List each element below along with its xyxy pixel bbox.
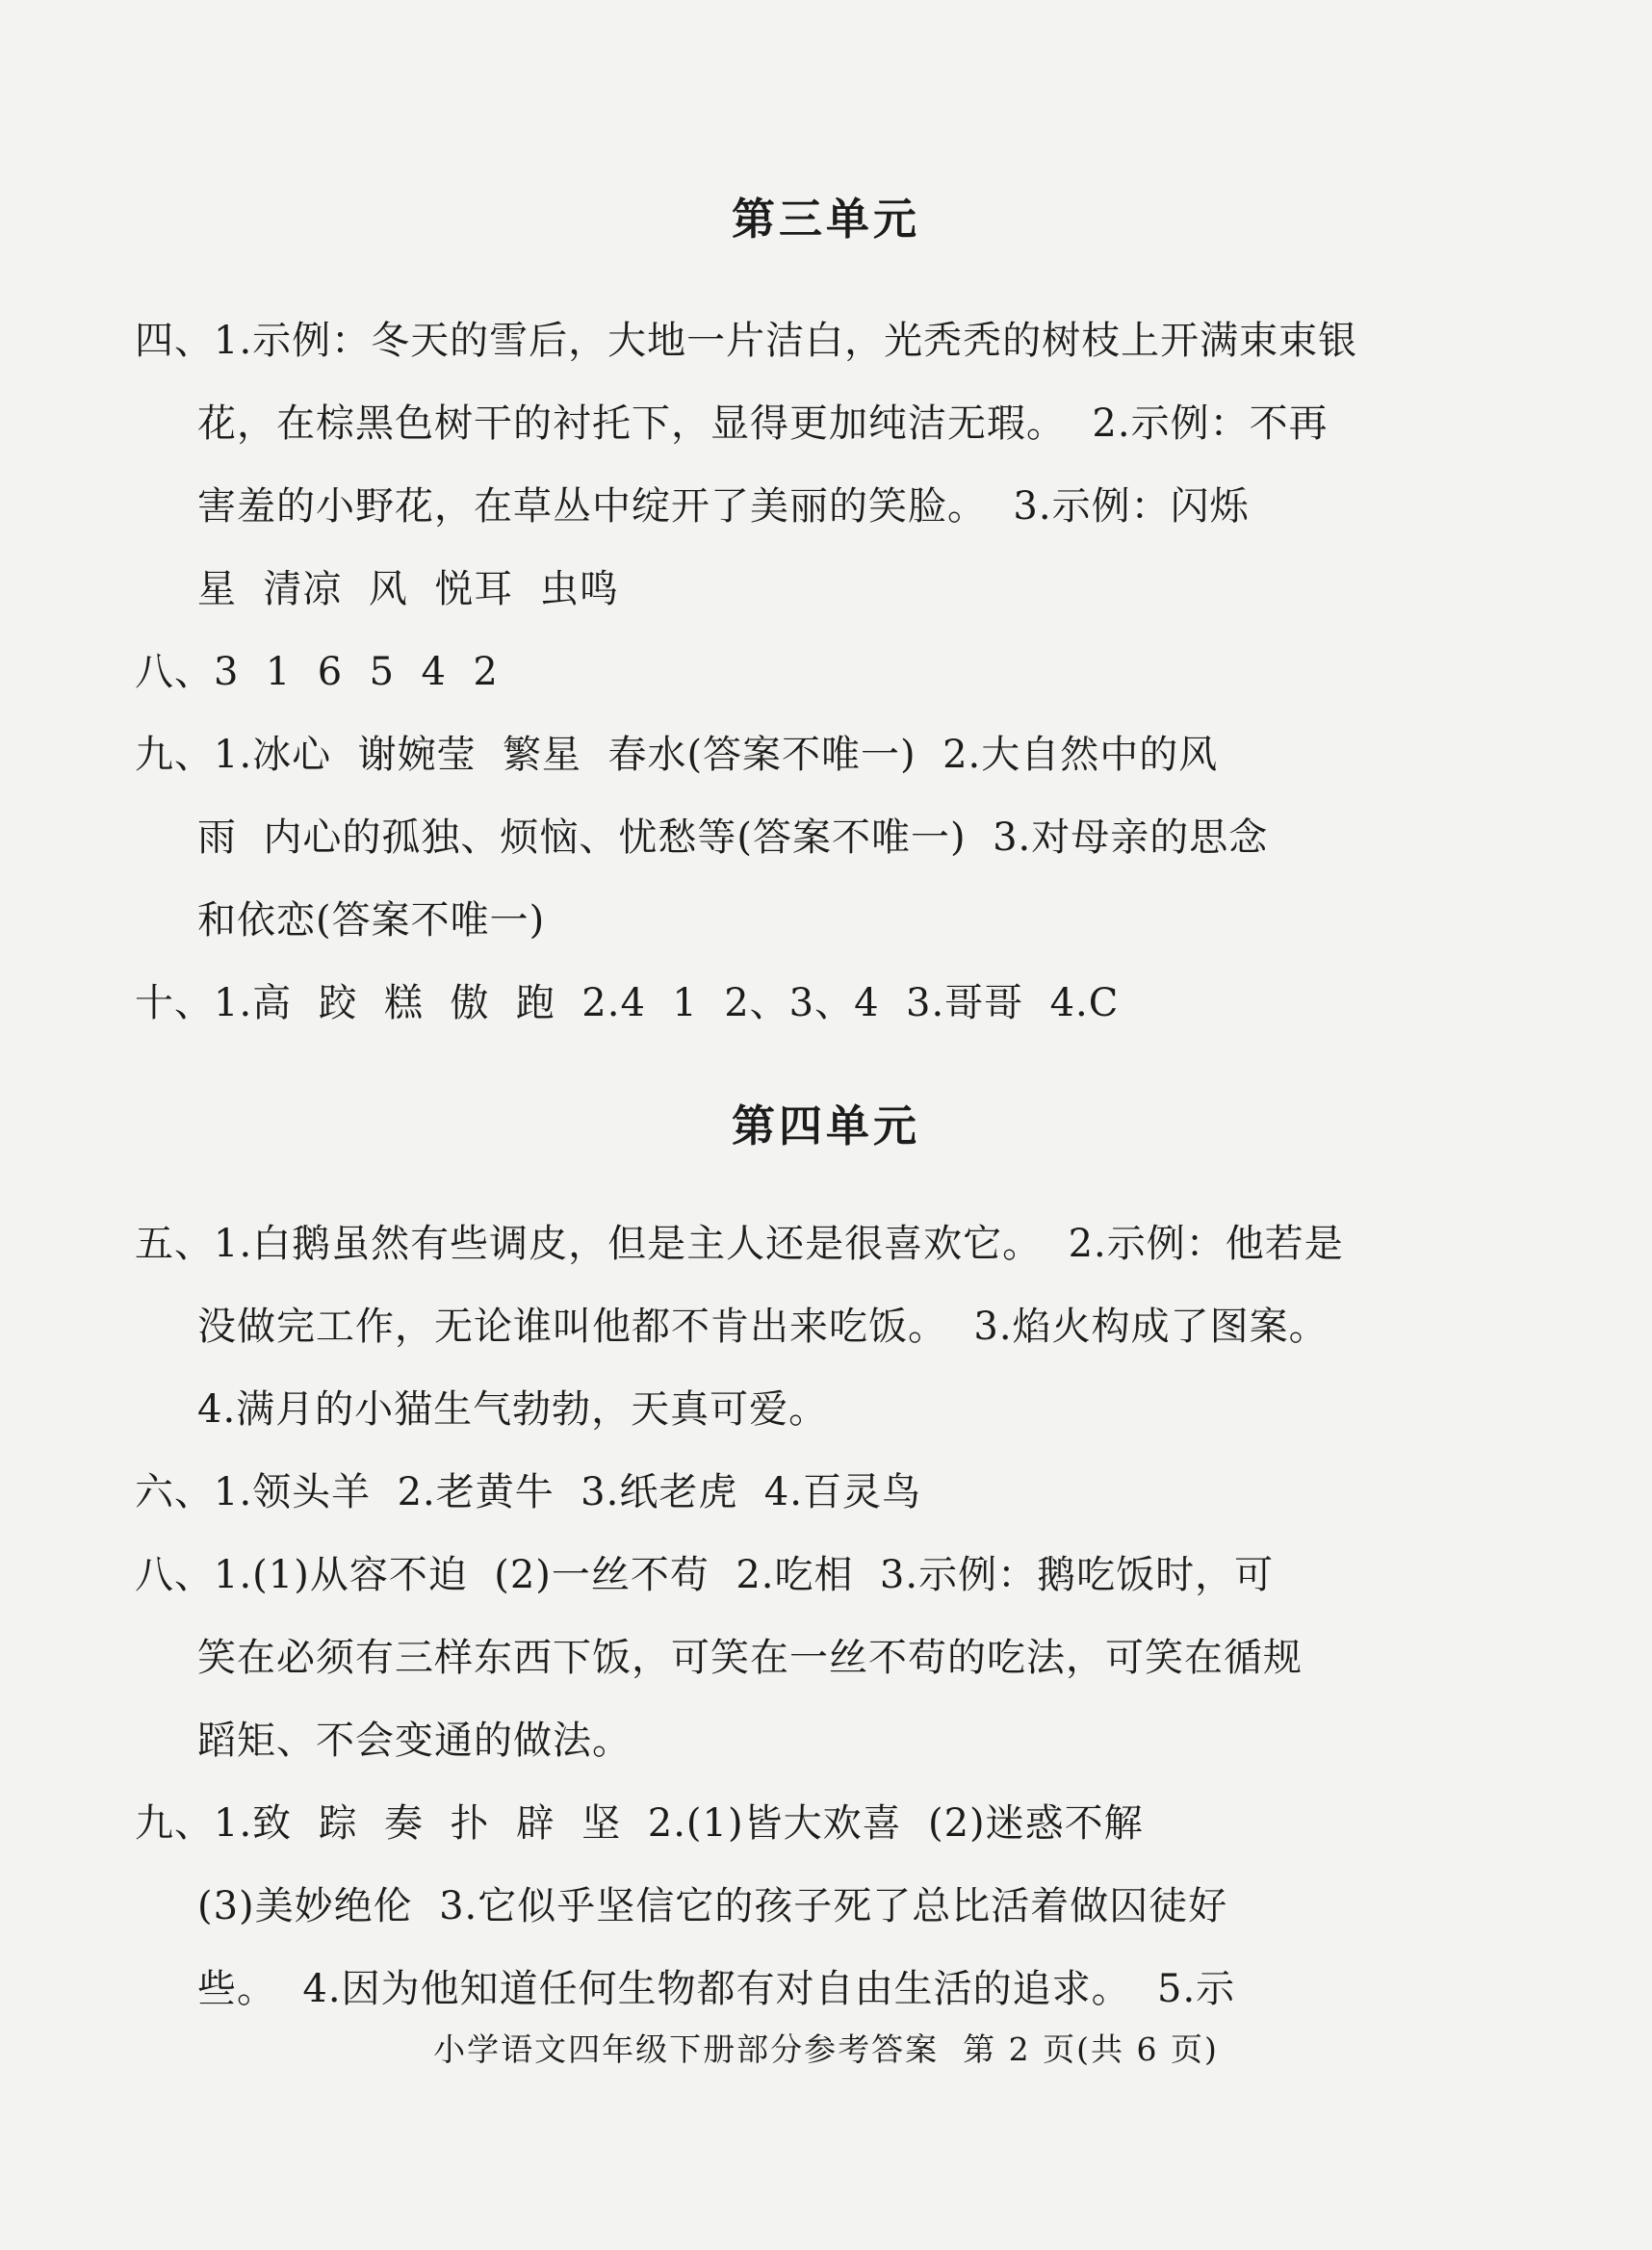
answer-line: 笑在必须有三样东西下饭，可笑在一丝不苟的吃法，可笑在循规 bbox=[197, 1636, 1303, 1680]
answer-line: 八、1.(1)从容不迫 (2)一丝不苟 2.吃相 3.示例：鹅吃饭时，可 bbox=[135, 1553, 1275, 1597]
answer-line: 八、3 1 6 5 4 2 bbox=[135, 650, 499, 694]
answer-line: 雨 内心的孤独、烦恼、忧愁等(答案不唯一) 3.对母亲的思念 bbox=[197, 815, 1269, 860]
section-heading-unit-4: 第四单元 bbox=[731, 1100, 920, 1151]
answer-line: 4.满月的小猫生气勃勃，天真可爱。 bbox=[197, 1387, 829, 1432]
answer-line: 没做完工作，无论谁叫他都不肯出来吃饭。 3.焰火构成了图案。 bbox=[197, 1305, 1329, 1349]
answer-line: 十、1.高 跤 糕 傲 跑 2.4 1 2、3、4 3.哥哥 4.C bbox=[135, 981, 1120, 1025]
answer-line: 九、1.致 踪 奏 扑 辟 坚 2.(1)皆大欢喜 (2)迷惑不解 bbox=[135, 1801, 1144, 1846]
answer-line: 九、1.冰心 谢婉莹 繁星 春水(答案不唯一) 2.大自然中的风 bbox=[135, 733, 1219, 777]
answer-line: 害羞的小野花，在草丛中绽开了美丽的笑脸。 3.示例：闪烁 bbox=[197, 484, 1250, 529]
answer-line: 花，在棕黑色树干的衬托下，显得更加纯洁无瑕。 2.示例：不再 bbox=[197, 401, 1329, 446]
answer-line: 六、1.领头羊 2.老黄牛 3.纸老虎 4.百灵鸟 bbox=[135, 1470, 921, 1514]
answer-line: 四、1.示例：冬天的雪后，大地一片洁白，光秃秃的树枝上开满束束银 bbox=[135, 319, 1358, 363]
answer-line: 蹈矩、不会变通的做法。 bbox=[197, 1719, 632, 1763]
answer-line: 和依恋(答案不唯一) bbox=[197, 898, 546, 943]
answer-line: (3)美妙绝伦 3.它似乎坚信它的孩子死了总比活着做囚徒好 bbox=[197, 1884, 1228, 1928]
answer-line: 星 清凉 风 悦耳 虫鸣 bbox=[197, 567, 619, 611]
answer-line: 些。 4.因为他知道任何生物都有对自由生活的追求。 5.示 bbox=[197, 1967, 1236, 2011]
page-footer: 小学语文四年级下册部分参考答案 第 2 页(共 6 页) bbox=[433, 2030, 1219, 2068]
section-heading-unit-3: 第三单元 bbox=[731, 194, 920, 245]
answer-line: 五、1.白鹅虽然有些调皮，但是主人还是很喜欢它。 2.示例：他若是 bbox=[135, 1222, 1344, 1266]
